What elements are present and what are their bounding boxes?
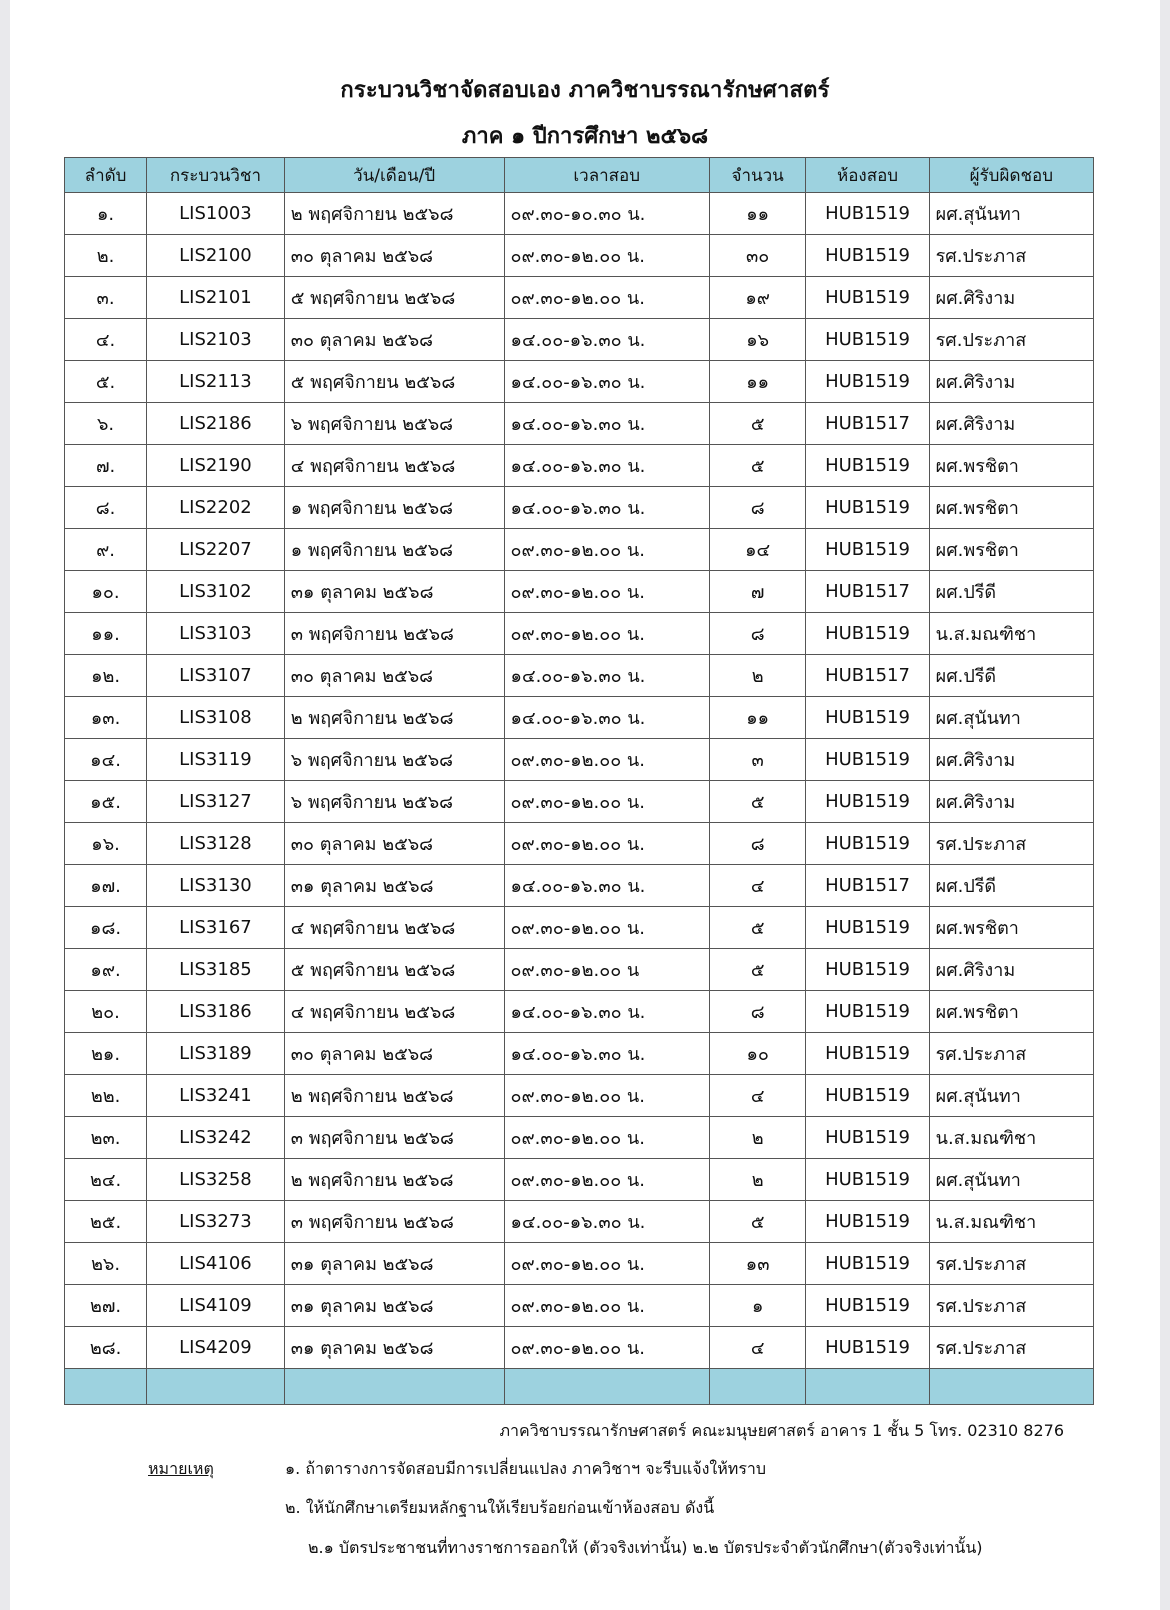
cell-responsible: รศ.ประภาส <box>929 823 1093 865</box>
cell-time: ๑๔.๐๐-๑๖.๓๐ น. <box>504 655 709 697</box>
table-row <box>65 949 1094 991</box>
table-row <box>65 739 1094 781</box>
table-row <box>65 1201 1094 1243</box>
cell-count: ๓๐ <box>709 235 806 277</box>
cell-order: ๑๑. <box>65 613 147 655</box>
cell-room: HUB1519 <box>806 697 929 739</box>
cell-order: ๒๓. <box>65 1117 147 1159</box>
table-footer-row <box>65 1369 1094 1405</box>
cell-responsible: น.ส.มณฑิชา <box>929 613 1093 655</box>
cell-responsible: รศ.ประภาส <box>929 1327 1093 1369</box>
cell-date: ๓๐ ตุลาคม ๒๕๖๘ <box>284 1033 504 1075</box>
cell-responsible: ผศ.สุนันทา <box>929 193 1093 235</box>
cell-count: ๔ <box>709 865 806 907</box>
cell-room: HUB1519 <box>806 1285 929 1327</box>
cell-order: ๑๗. <box>65 865 147 907</box>
cell-responsible: ผศ.ศิริงาม <box>929 403 1093 445</box>
cell-date: ๓๑ ตุลาคม ๒๕๖๘ <box>284 1243 504 1285</box>
cell-date: ๔ พฤศจิกายน ๒๕๖๘ <box>284 991 504 1033</box>
cell-time: ๐๙.๓๐-๑๒.๐๐ น. <box>504 529 709 571</box>
cell-order: ๑๓. <box>65 697 147 739</box>
table-row <box>65 655 1094 697</box>
cell-time: ๑๔.๐๐-๑๖.๓๐ น. <box>504 1033 709 1075</box>
cell-room: HUB1519 <box>806 319 929 361</box>
cell-count: ๕ <box>709 907 806 949</box>
cell-room: HUB1519 <box>806 739 929 781</box>
cell-time: ๑๔.๐๐-๑๖.๓๐ น. <box>504 697 709 739</box>
cell-count: ๕ <box>709 445 806 487</box>
cell-course: LIS3242 <box>147 1117 285 1159</box>
table-row <box>65 781 1094 823</box>
cell-count: ๒ <box>709 655 806 697</box>
contact-info: ภาควิชาบรรณารักษศาสตร์ คณะมนุษยศาสตร์ อาคาร 1 ชั้น 5 โทร. 02310 8276 <box>499 1421 1064 1440</box>
cell-room: HUB1519 <box>806 445 929 487</box>
header-course: กระบวนวิชา <box>147 158 285 193</box>
table-row <box>65 1117 1094 1159</box>
cell-count: ๑๑ <box>709 697 806 739</box>
table-body <box>65 193 1094 1405</box>
cell-count: ๘ <box>709 991 806 1033</box>
cell-course: LIS3258 <box>147 1159 285 1201</box>
cell-room: HUB1519 <box>806 1075 929 1117</box>
table-row <box>65 403 1094 445</box>
cell-order: ๑. <box>65 193 147 235</box>
cell-date: ๒ พฤศจิกายน ๒๕๖๘ <box>284 1159 504 1201</box>
table-row <box>65 529 1094 571</box>
cell-time: ๑๔.๐๐-๑๖.๓๐ น. <box>504 865 709 907</box>
cell-room: HUB1519 <box>806 907 929 949</box>
cell-order: ๒๑. <box>65 1033 147 1075</box>
cell-course: LIS3241 <box>147 1075 285 1117</box>
cell-date: ๒ พฤศจิกายน ๒๕๖๘ <box>284 1075 504 1117</box>
cell-room: HUB1519 <box>806 235 929 277</box>
cell-time: ๐๙.๓๐-๑๒.๐๐ น. <box>504 739 709 781</box>
table-header-row <box>65 158 1094 193</box>
cell-room: HUB1517 <box>806 865 929 907</box>
cell-course: LIS4109 <box>147 1285 285 1327</box>
cell-room: HUB1519 <box>806 1243 929 1285</box>
cell-order: ๒๕. <box>65 1201 147 1243</box>
cell-course: LIS3273 <box>147 1201 285 1243</box>
table-row <box>65 865 1094 907</box>
cell-order: ๑๒. <box>65 655 147 697</box>
cell-time: ๑๔.๐๐-๑๖.๓๐ น. <box>504 361 709 403</box>
cell-count: ๑๙ <box>709 277 806 319</box>
cell-room: HUB1519 <box>806 277 929 319</box>
cell-time: ๑๔.๐๐-๑๖.๓๐ น. <box>504 319 709 361</box>
cell-responsible: ผศ.พรชิตา <box>929 991 1093 1033</box>
cell-count: ๕ <box>709 949 806 991</box>
cell-room: HUB1519 <box>806 193 929 235</box>
table-row <box>65 613 1094 655</box>
cell-time: ๐๙.๓๐-๑๒.๐๐ น. <box>504 277 709 319</box>
cell-time: ๑๔.๐๐-๑๖.๓๐ น. <box>504 403 709 445</box>
cell-time: ๐๙.๓๐-๑๒.๐๐ น <box>504 949 709 991</box>
cell-order: ๑๔. <box>65 739 147 781</box>
table-row <box>65 571 1094 613</box>
header-count: จำนวน <box>709 158 806 193</box>
cell-count: ๘ <box>709 487 806 529</box>
table-row <box>65 193 1094 235</box>
cell-date: ๓๐ ตุลาคม ๒๕๖๘ <box>284 823 504 865</box>
cell-date: ๖ พฤศจิกายน ๒๕๖๘ <box>284 781 504 823</box>
cell-course: LIS3102 <box>147 571 285 613</box>
cell-order: ๒๘. <box>65 1327 147 1369</box>
cell-course: LIS3119 <box>147 739 285 781</box>
cell-order: ๑๕. <box>65 781 147 823</box>
cell-responsible: รศ.ประภาส <box>929 1033 1093 1075</box>
cell-responsible: ผศ.พรชิตา <box>929 907 1093 949</box>
cell-date: ๓๑ ตุลาคม ๒๕๖๘ <box>284 1285 504 1327</box>
cell-course: LIS4209 <box>147 1327 285 1369</box>
cell-time: ๐๙.๓๐-๑๒.๐๐ น. <box>504 571 709 613</box>
cell-date: ๓๐ ตุลาคม ๒๕๖๘ <box>284 319 504 361</box>
cell-order: ๓. <box>65 277 147 319</box>
cell-course: LIS2101 <box>147 277 285 319</box>
cell-count: ๔ <box>709 1327 806 1369</box>
cell-responsible: ผศ.ศิริงาม <box>929 949 1093 991</box>
cell-count: ๓ <box>709 739 806 781</box>
cell-order: ๑๐. <box>65 571 147 613</box>
cell-responsible: ผศ.พรชิตา <box>929 487 1093 529</box>
cell-time: ๐๙.๓๐-๑๒.๐๐ น. <box>504 1327 709 1369</box>
cell-date: ๓ พฤศจิกายน ๒๕๖๘ <box>284 613 504 655</box>
footer-cell <box>65 1369 147 1405</box>
cell-date: ๓๑ ตุลาคม ๒๕๖๘ <box>284 571 504 613</box>
cell-count: ๕ <box>709 781 806 823</box>
cell-date: ๖ พฤศจิกายน ๒๕๖๘ <box>284 739 504 781</box>
cell-room: HUB1517 <box>806 571 929 613</box>
cell-room: HUB1519 <box>806 529 929 571</box>
cell-room: HUB1519 <box>806 823 929 865</box>
cell-room: HUB1519 <box>806 1117 929 1159</box>
cell-count: ๑๑ <box>709 193 806 235</box>
cell-count: ๘ <box>709 613 806 655</box>
cell-course: LIS2207 <box>147 529 285 571</box>
cell-course: LIS2113 <box>147 361 285 403</box>
cell-responsible: รศ.ประภาส <box>929 1285 1093 1327</box>
cell-date: ๒ พฤศจิกายน ๒๕๖๘ <box>284 193 504 235</box>
cell-date: ๕ พฤศจิกายน ๒๕๖๘ <box>284 361 504 403</box>
cell-course: LIS3107 <box>147 655 285 697</box>
cell-time: ๐๙.๓๐-๑๐.๓๐ น. <box>504 193 709 235</box>
notes-label: หมายเหตุ <box>148 1459 214 1478</box>
cell-course: LIS2202 <box>147 487 285 529</box>
table-row <box>65 277 1094 319</box>
header-date: วัน/เดือน/ปี <box>284 158 504 193</box>
cell-time: ๐๙.๓๐-๑๒.๐๐ น. <box>504 907 709 949</box>
cell-time: ๑๔.๐๐-๑๖.๓๐ น. <box>504 445 709 487</box>
cell-room: HUB1519 <box>806 361 929 403</box>
cell-count: ๑๓ <box>709 1243 806 1285</box>
cell-room: HUB1519 <box>806 991 929 1033</box>
cell-order: ๒๒. <box>65 1075 147 1117</box>
cell-course: LIS3108 <box>147 697 285 739</box>
cell-count: ๑๑ <box>709 361 806 403</box>
cell-date: ๖ พฤศจิกายน ๒๕๖๘ <box>284 403 504 445</box>
cell-count: ๕ <box>709 403 806 445</box>
table-row <box>65 1243 1094 1285</box>
cell-date: ๒ พฤศจิกายน ๒๕๖๘ <box>284 697 504 739</box>
cell-room: HUB1517 <box>806 403 929 445</box>
cell-course: LIS3167 <box>147 907 285 949</box>
cell-order: ๑๙. <box>65 949 147 991</box>
table-row <box>65 823 1094 865</box>
table-row <box>65 487 1094 529</box>
cell-date: ๓๑ ตุลาคม ๒๕๖๘ <box>284 1327 504 1369</box>
note-line-2: ๒. ให้นักศึกษาเตรียมหลักฐานให้เรียบร้อยก่อนเข้าห้องสอบ ดังนี้ <box>285 1498 715 1517</box>
cell-date: ๔ พฤศจิกายน ๒๕๖๘ <box>284 445 504 487</box>
header-time: เวลาสอบ <box>504 158 709 193</box>
cell-responsible: รศ.ประภาส <box>929 319 1093 361</box>
cell-count: ๗ <box>709 571 806 613</box>
cell-responsible: ผศ.ปรีดี <box>929 865 1093 907</box>
cell-course: LIS2100 <box>147 235 285 277</box>
cell-order: ๑๘. <box>65 907 147 949</box>
cell-count: ๘ <box>709 823 806 865</box>
cell-count: ๕ <box>709 1201 806 1243</box>
cell-order: ๒๗. <box>65 1285 147 1327</box>
cell-time: ๐๙.๓๐-๑๒.๐๐ น. <box>504 1243 709 1285</box>
cell-room: HUB1519 <box>806 949 929 991</box>
cell-course: LIS2103 <box>147 319 285 361</box>
cell-course: LIS1003 <box>147 193 285 235</box>
cell-count: ๔ <box>709 1075 806 1117</box>
table-row <box>65 1033 1094 1075</box>
cell-room: HUB1519 <box>806 613 929 655</box>
cell-responsible: ผศ.ปรีดี <box>929 655 1093 697</box>
cell-responsible: ผศ.ศิริงาม <box>929 781 1093 823</box>
cell-order: ๒. <box>65 235 147 277</box>
footer-cell <box>806 1369 929 1405</box>
cell-date: ๕ พฤศจิกายน ๒๕๖๘ <box>284 277 504 319</box>
cell-room: HUB1519 <box>806 1033 929 1075</box>
cell-date: ๓๐ ตุลาคม ๒๕๖๘ <box>284 235 504 277</box>
cell-date: ๔ พฤศจิกายน ๒๕๖๘ <box>284 907 504 949</box>
cell-course: LIS3127 <box>147 781 285 823</box>
cell-order: ๒๐. <box>65 991 147 1033</box>
cell-room: HUB1519 <box>806 1327 929 1369</box>
cell-time: ๐๙.๓๐-๑๒.๐๐ น. <box>504 1075 709 1117</box>
table-row <box>65 697 1094 739</box>
cell-order: ๔. <box>65 319 147 361</box>
cell-count: ๑๖ <box>709 319 806 361</box>
cell-course: LIS4106 <box>147 1243 285 1285</box>
note-line-3: ๒.๑ บัตรประชาชนที่ทางราชการออกให้ (ตัวจริงเท่านั้น) ๒.๒ บัตรประจำตัวนักศึกษา(ตัวจริงเท่านั้น) <box>308 1538 983 1557</box>
page-subtitle: ภาค ๑ ปีการศึกษา ๒๕๖๘ <box>461 124 709 149</box>
cell-responsible: ผศ.พรชิตา <box>929 529 1093 571</box>
cell-order: ๗. <box>65 445 147 487</box>
cell-order: ๑๖. <box>65 823 147 865</box>
cell-course: LIS3189 <box>147 1033 285 1075</box>
cell-order: ๒๖. <box>65 1243 147 1285</box>
cell-count: ๒ <box>709 1159 806 1201</box>
cell-time: ๐๙.๓๐-๑๒.๐๐ น. <box>504 1159 709 1201</box>
cell-time: ๐๙.๓๐-๑๒.๐๐ น. <box>504 613 709 655</box>
cell-course: LIS2190 <box>147 445 285 487</box>
cell-room: HUB1519 <box>806 1201 929 1243</box>
cell-date: ๓ พฤศจิกายน ๒๕๖๘ <box>284 1201 504 1243</box>
table-row <box>65 907 1094 949</box>
cell-time: ๑๔.๐๐-๑๖.๓๐ น. <box>504 991 709 1033</box>
cell-course: LIS3130 <box>147 865 285 907</box>
cell-course: LIS3128 <box>147 823 285 865</box>
cell-course: LIS3186 <box>147 991 285 1033</box>
page-title: กระบวนวิชาจัดสอบเอง ภาควิชาบรรณารักษศาสตร์ <box>340 78 830 103</box>
footer-cell <box>929 1369 1093 1405</box>
header-order: ลำดับ <box>65 158 147 193</box>
footer-cell <box>504 1369 709 1405</box>
footer-cell <box>147 1369 285 1405</box>
table-row <box>65 1327 1094 1369</box>
exam-schedule-table <box>64 157 1094 1405</box>
cell-time: ๐๙.๓๐-๑๒.๐๐ น. <box>504 1117 709 1159</box>
note-line-1: ๑. ถ้าตารางการจัดสอบมีการเปลี่ยนแปลง ภาควิชาฯ จะรีบแจ้งให้ทราบ <box>285 1459 767 1478</box>
cell-responsible: ผศ.ศิริงาม <box>929 361 1093 403</box>
cell-time: ๐๙.๓๐-๑๒.๐๐ น. <box>504 1285 709 1327</box>
cell-date: ๕ พฤศจิกายน ๒๕๖๘ <box>284 949 504 991</box>
cell-order: ๖. <box>65 403 147 445</box>
cell-course: LIS3185 <box>147 949 285 991</box>
table-row <box>65 1075 1094 1117</box>
cell-room: HUB1519 <box>806 781 929 823</box>
cell-time: ๐๙.๓๐-๑๒.๐๐ น. <box>504 235 709 277</box>
cell-time: ๐๙.๓๐-๑๒.๐๐ น. <box>504 823 709 865</box>
cell-date: ๑ พฤศจิกายน ๒๕๖๘ <box>284 487 504 529</box>
table-row <box>65 1285 1094 1327</box>
cell-order: ๕. <box>65 361 147 403</box>
table-row <box>65 235 1094 277</box>
cell-time: ๑๔.๐๐-๑๖.๓๐ น. <box>504 1201 709 1243</box>
table-row <box>65 1159 1094 1201</box>
cell-room: HUB1519 <box>806 487 929 529</box>
cell-responsible: ผศ.ปรีดี <box>929 571 1093 613</box>
cell-responsible: น.ส.มณฑิชา <box>929 1201 1093 1243</box>
cell-order: ๒๔. <box>65 1159 147 1201</box>
cell-course: LIS3103 <box>147 613 285 655</box>
table-row <box>65 991 1094 1033</box>
cell-responsible: ผศ.สุนันทา <box>929 1075 1093 1117</box>
cell-responsible: ผศ.พรชิตา <box>929 445 1093 487</box>
cell-date: ๓๐ ตุลาคม ๒๕๖๘ <box>284 655 504 697</box>
cell-count: ๑๐ <box>709 1033 806 1075</box>
table-row <box>65 319 1094 361</box>
cell-responsible: ผศ.สุนันทา <box>929 697 1093 739</box>
footer-cell <box>284 1369 504 1405</box>
cell-responsible: ผศ.ศิริงาม <box>929 277 1093 319</box>
header-room: ห้องสอบ <box>806 158 929 193</box>
table-row <box>65 361 1094 403</box>
cell-responsible: ผศ.ศิริงาม <box>929 739 1093 781</box>
cell-time: ๐๙.๓๐-๑๒.๐๐ น. <box>504 781 709 823</box>
cell-course: LIS2186 <box>147 403 285 445</box>
cell-responsible: ผศ.สุนันทา <box>929 1159 1093 1201</box>
cell-count: ๑๔ <box>709 529 806 571</box>
cell-order: ๙. <box>65 529 147 571</box>
cell-responsible: รศ.ประภาส <box>929 235 1093 277</box>
cell-count: ๒ <box>709 1117 806 1159</box>
cell-responsible: รศ.ประภาส <box>929 1243 1093 1285</box>
cell-room: HUB1517 <box>806 655 929 697</box>
footer-cell <box>709 1369 806 1405</box>
cell-date: ๑ พฤศจิกายน ๒๕๖๘ <box>284 529 504 571</box>
cell-room: HUB1519 <box>806 1159 929 1201</box>
cell-count: ๑ <box>709 1285 806 1327</box>
header-responsible: ผู้รับผิดชอบ <box>929 158 1093 193</box>
table-row <box>65 445 1094 487</box>
cell-responsible: น.ส.มณฑิชา <box>929 1117 1093 1159</box>
cell-order: ๘. <box>65 487 147 529</box>
cell-date: ๓๑ ตุลาคม ๒๕๖๘ <box>284 865 504 907</box>
cell-date: ๓ พฤศจิกายน ๒๕๖๘ <box>284 1117 504 1159</box>
cell-time: ๑๔.๐๐-๑๖.๓๐ น. <box>504 487 709 529</box>
